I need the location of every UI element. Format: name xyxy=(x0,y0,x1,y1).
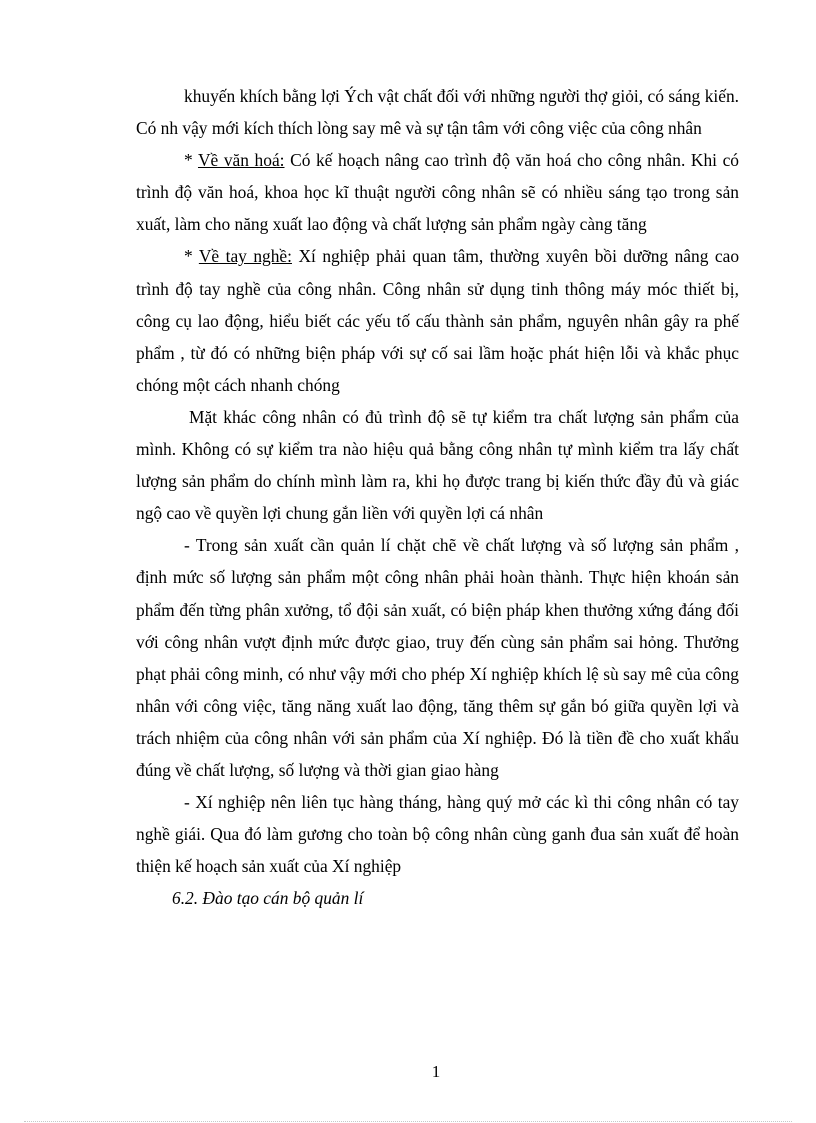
skills-text: Xí nghiệp phải quan tâm, thường xuyên bồi dưỡng nâng cao trình độ tay nghề của công nhân. Công nhân sử dụng tinh thông máy móc thiết bị, công cụ lao động, hiểu biết các yếu tố cấu thành sản phẩm, nguyên nhân gây ra phế phẩm , từ đó có những biện pháp với sự cố sai lầm hoặc phát hiện lỗi và khắc phục chóng một cách nhanh chóng xyxy=(136,246,740,395)
skills-label: Về tay nghề: xyxy=(198,246,292,267)
document-body xyxy=(136,80,739,914)
paragraph-self-inspection: Mặt khác công nhân có đủ trình độ sẽ tự kiểm tra chất lượng sản phẩm của mình. Không có sự kiểm tra nào hiệu quả bằng công nhân tự mình kiểm tra lấy chất lượng sản phẩm do chính mình làm ra, khi họ được trang bị kiến thức đầy đủ và giác ngộ cao về quyền lợi chung gắn liền với quyền lợi cá nhân xyxy=(136,406,739,524)
paragraph-culture xyxy=(136,144,739,240)
page-bottom-divider xyxy=(24,1121,792,1122)
paragraph-incentives: khuyến khích bằng lợi Ých vật chất đối với những người thợ giỏi, có sáng kiến. Có nh vậy mới kích thích lòng say mê và sự tận tâm với công việc của công nhân xyxy=(136,86,739,139)
page-number: 1 xyxy=(431,1062,441,1081)
culture-label: Về văn hoá: xyxy=(197,150,285,171)
section-heading: 6.2. Đào tạo cán bộ quản lí xyxy=(172,888,364,909)
paragraph-production-management: - Trong sản xuất cần quản lí chặt chẽ về chất lượng và số lượng sản phẩm , định mức số lượng sản phẩm một công nhân phải hoàn thành. Thực hiện khoán sản phẩm đến từng phân xưởng, tổ đội sản xuất, có biện pháp khen thưởng xứng đáng đối với công nhân vượt định mức được giao, truy đến cùng sản phẩm sai hỏng. Thưởng phạt phải công minh, có như vậy mới cho phép Xí nghiệp khích lệ sù say mê của công nhân với công việc, tăng năng xuất lao động, tăng thêm sự gắn bó giữa quyền lợi và trách nhiệm của công nhân với sản phẩm của Xí nghiệp. Đó là tiền đề cho xuất khẩu đúng về chất lượng, số lượng và thời gian giao hàng xyxy=(136,535,739,780)
culture-text: Có kế hoạch nâng cao trình độ văn hoá cho công nhân. Khi có trình độ văn hoá, khoa học kĩ thuật người công nhân sẽ có nhiều sáng tạo trong sản xuất, làm cho năng xuất lao động và chất lượng sản phẩm ngày càng tăng xyxy=(136,150,739,235)
paragraph-skill-contests: - Xí nghiệp nên liên tục hàng tháng, hàng quý mở các kì thi công nhân có tay nghề giái. Qua đó làm gương cho toàn bộ công nhân cùng ganh đua sản xuất để hoàn thiện kế hoạch sản xuất của Xí nghiệp xyxy=(136,792,739,877)
bullet-marker: * xyxy=(184,150,198,171)
bullet-marker: * xyxy=(184,246,199,267)
paragraph-skills xyxy=(136,240,739,400)
